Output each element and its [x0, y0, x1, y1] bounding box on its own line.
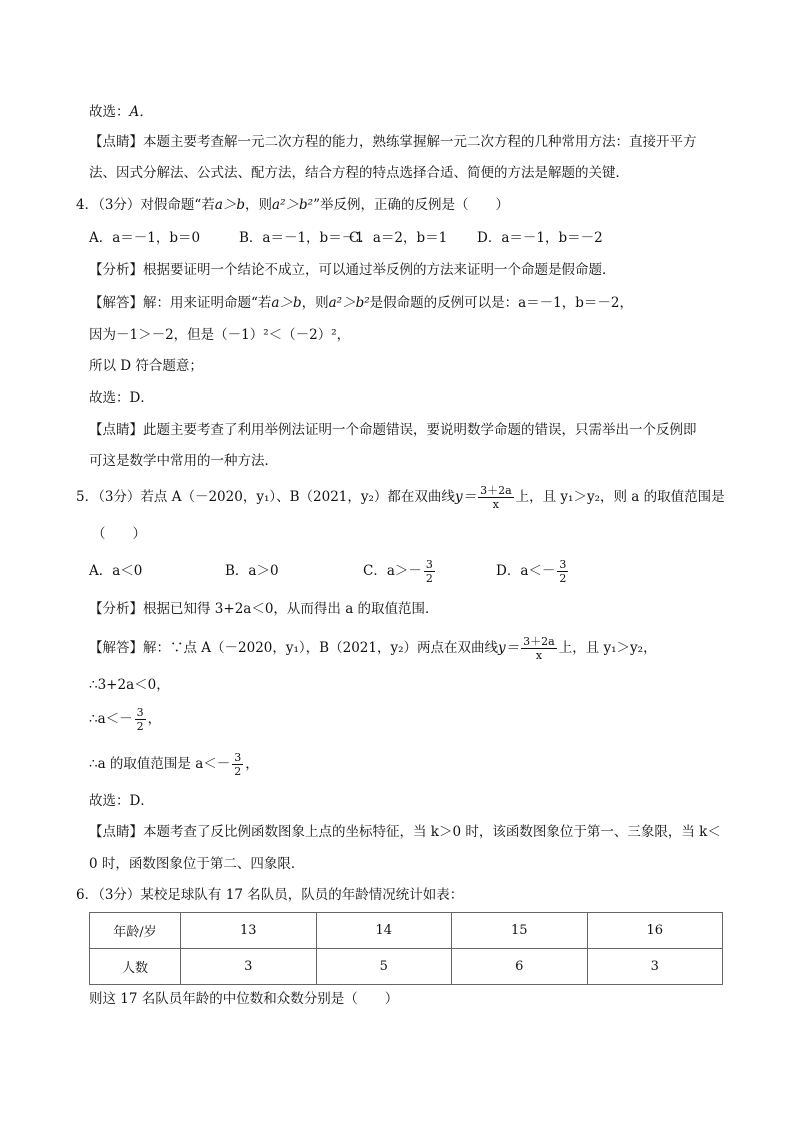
- solution-part: ，则: [301, 295, 329, 311]
- fraction-denominator: 2: [425, 572, 433, 585]
- fraction: [135, 706, 146, 733]
- step-text: ∴a 的取值范围是 a＜－: [89, 756, 231, 772]
- table-cell: 5: [316, 949, 452, 985]
- table-row-count: [90, 949, 723, 985]
- choice-label: 故选：: [89, 104, 130, 120]
- table-cell: 14: [316, 913, 452, 949]
- q3-comment-2: 法、因式分解法、公式法、配方法，结合方程的特点选择合适、简便的方法是解题的关键．: [89, 165, 629, 181]
- q4-so: 所以 D 符合题意；: [89, 358, 203, 374]
- table-cell: 3: [181, 949, 317, 985]
- fraction-numerator: 3: [425, 558, 433, 571]
- fraction-numerator: 3＋2a: [480, 484, 512, 497]
- stem-text: （3分）某校足球队有 17 名队员，队员的年龄情况统计如表：: [98, 887, 464, 903]
- fraction-denominator: 2: [559, 572, 567, 585]
- option-a: A．a＝－1，b＝0: [89, 230, 201, 246]
- curve-eq: y＝: [454, 489, 477, 505]
- question-number: 6．: [76, 887, 99, 903]
- fraction-numerator: 3: [136, 706, 144, 719]
- stem-part: 上，且 y₁＞y₂，则 a 的取值范围是: [515, 489, 725, 505]
- q3-comment: 【点睛】本题主要考查解一元二次方程的能力，熟练掌握解一元二次方程的几种常用方法：直接开平方: [89, 134, 697, 150]
- q4-options: [89, 229, 603, 247]
- fraction-numerator: 3＋2a: [523, 635, 555, 648]
- stem-part: （3分）若点 A（－2020，y₁）、B（2021，y₂）都在双曲线: [98, 489, 455, 505]
- q4-choice: 故选：D．: [89, 390, 154, 406]
- option-c: [363, 556, 496, 586]
- q5-step1: ∴3+2a＜0，: [89, 677, 170, 693]
- solution-part: 【解答】解：用来证明命题“若: [89, 295, 272, 311]
- q3-choice: [89, 103, 153, 121]
- stem-part: （3分）对假命题“若: [98, 197, 215, 213]
- question-number: 4．: [76, 197, 99, 213]
- fraction-numerator: 3: [559, 558, 567, 571]
- q5-analysis: 【分析】根据已知得 3+2a＜0，从而得出 a 的取值范围．: [89, 601, 439, 617]
- fraction: [424, 558, 435, 585]
- math-expr: a＞b: [214, 197, 246, 213]
- row-label-age: 年龄/岁: [90, 913, 181, 949]
- comma: ，: [245, 756, 259, 772]
- solution-part: 是假命题的反例可以是：a＝－1，b＝－2，: [369, 295, 633, 311]
- choice-value: A．: [129, 104, 153, 120]
- table-cell: 15: [452, 913, 588, 949]
- q5-comment-2: 0 时，函数图象位于第二、四象限．: [89, 856, 305, 872]
- table-cell: 16: [587, 913, 723, 949]
- option-c-text: C．a＞－: [363, 563, 422, 579]
- stem-part: ”举反例，正确的反例是（ ）: [313, 197, 509, 213]
- question-number: 5．: [76, 489, 99, 505]
- q5-solution: [89, 633, 657, 663]
- option-b: B．a＞0: [225, 563, 279, 579]
- q6-stem: [76, 886, 463, 904]
- q4-stem: [76, 196, 509, 214]
- solution-part: 【解答】解：∵点 A（－2020，y₁），B（2021，y₂）两点在双曲线: [89, 640, 499, 656]
- table-cell: 13: [181, 913, 317, 949]
- option-d-text: D．a＜－: [496, 563, 556, 579]
- q5-step2: [89, 704, 161, 734]
- math-expr: a＞b: [271, 295, 302, 311]
- q4-because: 因为－1＞－2，但是（－1）²＜（－2）²，: [89, 327, 351, 343]
- fraction-denominator: x: [492, 498, 499, 511]
- fraction-denominator: 2: [136, 720, 144, 733]
- math-expr: a²＞b²: [272, 197, 314, 213]
- q5-stem: [76, 482, 725, 512]
- fraction: [478, 484, 514, 511]
- q6-question: 则这 17 名队员年龄的中位数和众数分别是（ ）: [89, 991, 399, 1007]
- math-expr: a²＞b²: [328, 295, 370, 311]
- fraction-denominator: 2: [234, 765, 242, 778]
- fraction: [521, 635, 557, 662]
- q5-choice: 故选：D．: [89, 793, 154, 809]
- comma: ，: [147, 711, 162, 727]
- option-c: C．a＝2，b＝1: [349, 230, 448, 246]
- solution-part: 上，且 y₁＞y₂，: [558, 640, 657, 656]
- stem-part: ，则: [245, 197, 273, 213]
- fraction-numerator: 3: [234, 751, 242, 764]
- q5-options: [89, 556, 570, 586]
- option-b: B．a＝－1，b＝－1: [239, 230, 364, 246]
- fraction: [557, 558, 568, 585]
- step-text: ∴a＜－: [89, 711, 133, 727]
- table-row-age: [90, 913, 723, 949]
- table-cell: 6: [452, 949, 588, 985]
- table-cell: 3: [587, 949, 723, 985]
- row-label-count: 人数: [90, 949, 181, 985]
- q5-comment: 【点睛】本题考查了反比例函数图象上点的坐标特征，当 k＞0 时，该函数图象位于第一、三象限，当 k＜: [89, 824, 721, 840]
- q5-step3: [89, 749, 259, 779]
- q4-analysis: 【分析】根据要证明一个结论不成立，可以通过举反例的方法来证明一个命题是假命题．: [89, 262, 616, 278]
- fraction-denominator: x: [535, 649, 543, 662]
- option-a: A．a＜0: [89, 563, 143, 579]
- q5-paren: （ ）: [92, 526, 146, 542]
- curve-eq: y＝: [498, 640, 520, 656]
- q4-comment: 【点睛】此题主要考查了利用举例法证明一个命题错误，要说明数学命题的错误，只需举出一个反例即: [89, 422, 697, 438]
- q4-solution: [89, 294, 633, 312]
- option-d: D．a＝－1，b＝－2: [477, 230, 603, 246]
- q4-comment-2: 可这是数学中常用的一种方法．: [89, 453, 278, 469]
- option-d: [496, 556, 570, 586]
- age-stats-table: [89, 912, 723, 985]
- fraction: [232, 751, 243, 778]
